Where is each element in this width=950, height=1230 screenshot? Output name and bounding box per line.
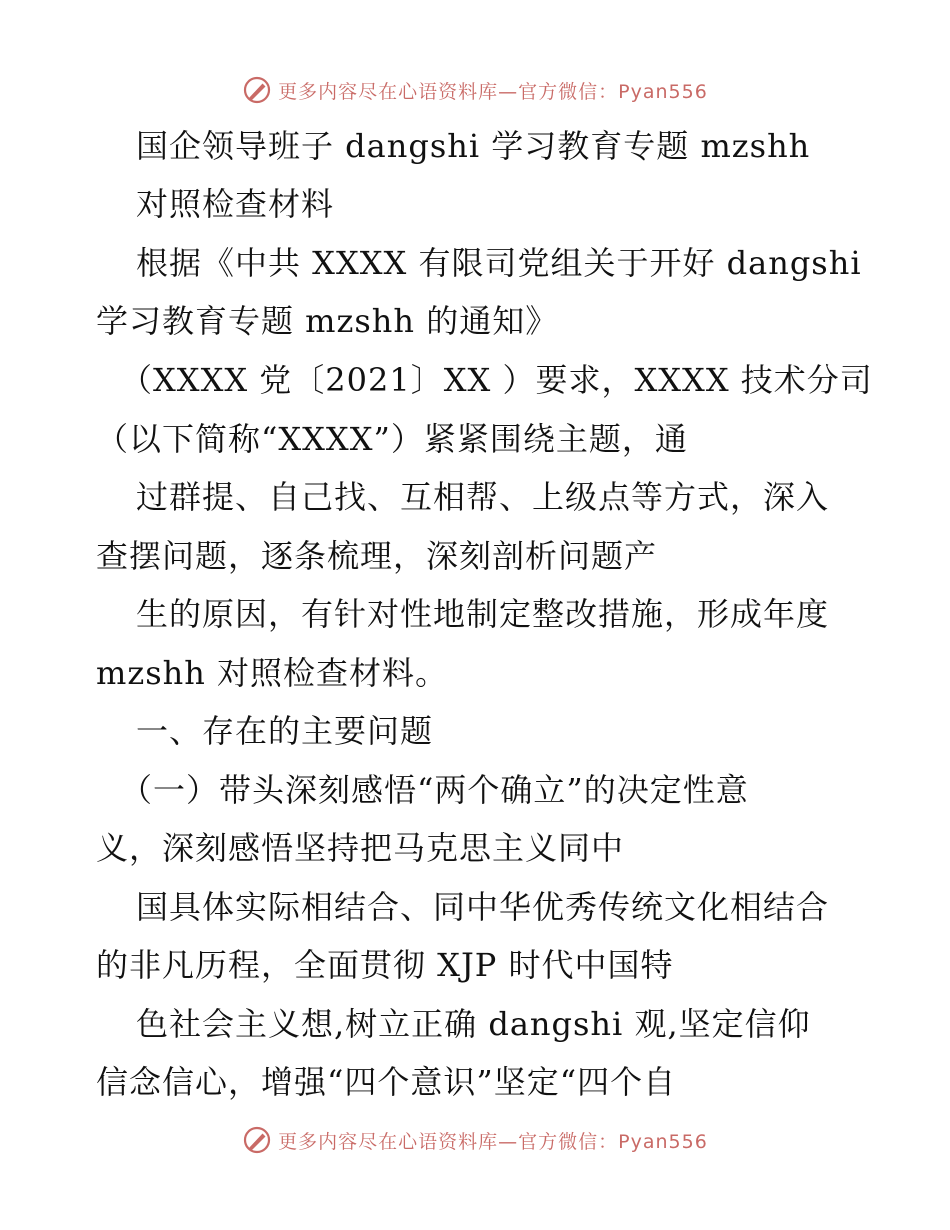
header-watermark-banner	[0, 70, 950, 110]
fountain-pen-seal-icon	[242, 75, 272, 105]
paragraph-line: 义，深刻感悟坚持把马克思主义同中	[96, 829, 625, 867]
paragraph-line: 过群提、自己找、互相帮、上级点等方式，深入	[136, 478, 830, 516]
paragraph-line: 色社会主义想,树立正确 dangshi 观,坚定信仰	[136, 1005, 811, 1043]
doc-title-line-2: 对照检查材料	[136, 185, 335, 223]
paragraph-line: 的非凡历程，全面贯彻 XJP 时代中国特	[96, 946, 674, 984]
footer-watermark-banner	[0, 1120, 950, 1160]
paragraph-line: （XXXX 党〔2021〕XX ）要求，XXXX 技术分司	[120, 361, 873, 399]
watermark-text: 更多内容尽在心语资料库—官方微信：Pyan556	[278, 80, 708, 103]
paragraph-line: 根据《中共 XXXX 有限司党组关于开好 dangshi	[136, 244, 862, 282]
section-heading: 一、存在的主要问题	[136, 712, 434, 750]
paragraph-line: （以下简称“XXXX”）紧紧围绕主题，通	[96, 420, 688, 458]
watermark-text: 更多内容尽在心语资料库—官方微信：Pyan556	[278, 1130, 708, 1153]
paragraph-line: 查摆问题，逐条梳理，深刻剖析问题产	[96, 537, 658, 575]
paragraph-line: 生的原因，有针对性地制定整改措施，形成年度	[136, 595, 830, 633]
fountain-pen-seal-icon	[242, 1125, 272, 1155]
paragraph-line: 学习教育专题 mzshh 的通知》	[96, 302, 559, 340]
paragraph-line: 国具体实际相结合、同中华优秀传统文化相结合	[136, 888, 830, 926]
subsection-heading-line: （一）带头深刻感悟“两个确立”的决定性意	[120, 771, 749, 809]
paragraph-line: 信念信心，增强“四个意识”坚定“四个自	[96, 1063, 677, 1101]
paragraph-line: mzshh 对照检查材料。	[96, 654, 449, 692]
doc-title-line-1: 国企领导班子 dangshi 学习教育专题 mzshh	[136, 127, 811, 165]
